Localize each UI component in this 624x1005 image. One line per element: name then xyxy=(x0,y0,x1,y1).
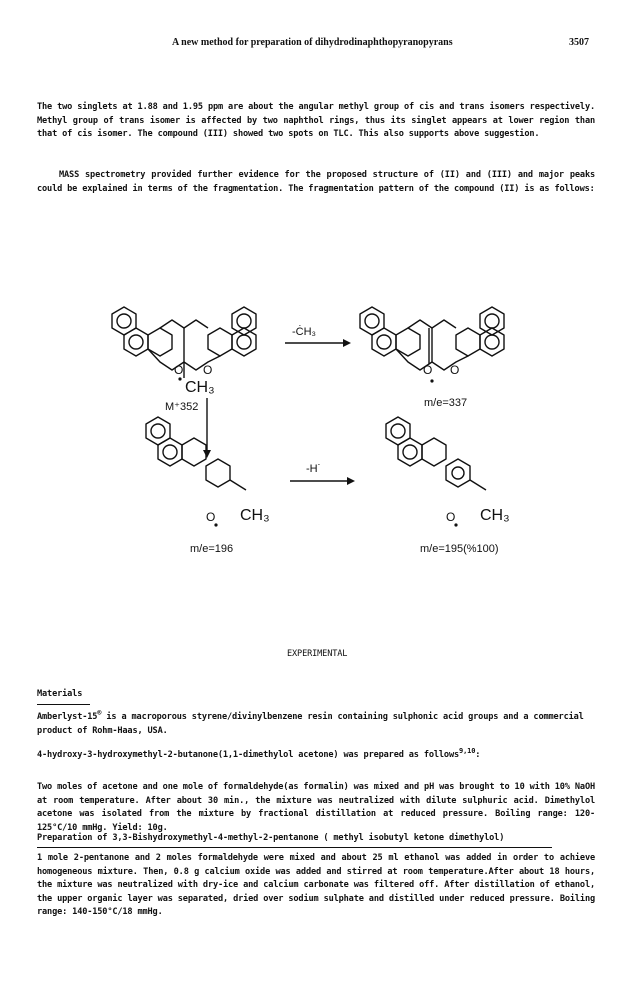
procedure-dimethylol-acetone: Two moles of acetone and one mole of formaldehyde(as formalin) was mixed and pH was brought to 10 with 10% NaOH at room temperature. After about 30 min., the mixture was neutralized with dilute sulphuric acid. Dimethylol acetone was isolated from the mixture by fractional distillation at reduced pressure. Boiling range: 120-125°C/10 mmHg. Yield: 10g. xyxy=(37,782,601,833)
paragraph-mass: MASS spectrometry provided further evidence for the proposed structure of (II) and (III) and major peaks could be explained in terms of the fragmentation. The fragmentation pattern of the compound (II) is as follows: xyxy=(37,170,601,194)
amberlyst-name: Amberlyst-15 xyxy=(37,712,98,722)
experimental-heading: EXPERIMENTAL xyxy=(287,649,348,659)
mol1-oxygen-right: O xyxy=(203,363,213,377)
mol4-methyl: CH₃ xyxy=(480,507,510,524)
arrow1-label: -ĊH₃ xyxy=(292,326,317,338)
running-title: A new method for preparation of dihydrodinaphthopyranopyrans xyxy=(172,37,453,48)
prep-underline xyxy=(37,847,552,848)
hydroxy-text: 4-hydroxy-3-hydroxymethyl-2-butanone(1,1-dimethylol acetone) was prepared as follows xyxy=(37,750,460,760)
mol4-label: m/e=195(%100) xyxy=(420,543,499,555)
mol2-oxygen-right: O xyxy=(450,363,460,377)
amberlyst-paragraph xyxy=(37,711,595,738)
molecule-m352 xyxy=(112,307,256,378)
fragmentation-scheme xyxy=(0,280,624,600)
molecule-m337 xyxy=(360,307,504,370)
running-header xyxy=(0,37,624,51)
mol3-oxygen: O xyxy=(206,510,216,524)
mol2-oxygen-left: O xyxy=(423,363,433,377)
registered-mark: ® xyxy=(97,709,102,718)
mol1-label: M⁺352 xyxy=(165,401,199,413)
prep-heading: Preparation of 3,3-Bishydroxymethyl-4-methyl-2-pentanone ( methyl isobutyl ketone dimethylol) xyxy=(37,833,505,843)
amberlyst-text: is a macroporous styrene/divinylbenzene resin containing sulphonic acid groups and a commercial product of Rohm-Haas, USA. xyxy=(37,712,589,736)
mol3-methyl: CH₃ xyxy=(240,507,270,524)
hydroxy-refs: 9,10 xyxy=(459,747,476,756)
mol1-methyl: CH₃ xyxy=(185,379,215,396)
intro-text xyxy=(37,74,601,210)
mol2-label: m/e=337 xyxy=(424,397,468,409)
materials-heading: Materials xyxy=(37,689,83,699)
paragraph-nmr: The two singlets at 1.88 and 1.95 ppm are about the angular methyl group of cis and trans isomers respectively. Methyl group of trans isomer is affected by two naphthol rings, thus its singlet appears at lower region than that of cis isomer. The compound (III) showed two spots on TLC. This also supports above suggestion. xyxy=(37,102,601,140)
materials-underline xyxy=(37,704,90,705)
arrow2-label: -H˙ xyxy=(306,463,322,475)
procedure-mibk-dimethylol: 1 mole 2-pentanone and 2 moles formaldehyde were mixed and about 25 ml ethanol was added in order to achieve homogeneous mixture. Then, 0.8 g calcium oxide was added and stirred at room temperature.After about 18 hours, the mixture was neutralized with dry-ice and calcium carbonate was filtered off. After distillation of ethanol, the upper organic layer was separated, dried over sodium sulphate and distilled under reduced pressure. Boiling range: 140-150°C/18 mmHg. xyxy=(37,853,601,918)
hydroxy-end: : xyxy=(475,750,481,760)
mol1-oxygen-left: O xyxy=(174,363,184,377)
mol3-label: m/e=196 xyxy=(190,543,234,555)
mol4-oxygen: O xyxy=(446,510,456,524)
hydroxy-paragraph xyxy=(37,749,595,763)
molecule-m195 xyxy=(386,417,486,490)
molecule-m196 xyxy=(146,417,246,490)
page-number: 3507 xyxy=(569,37,589,48)
